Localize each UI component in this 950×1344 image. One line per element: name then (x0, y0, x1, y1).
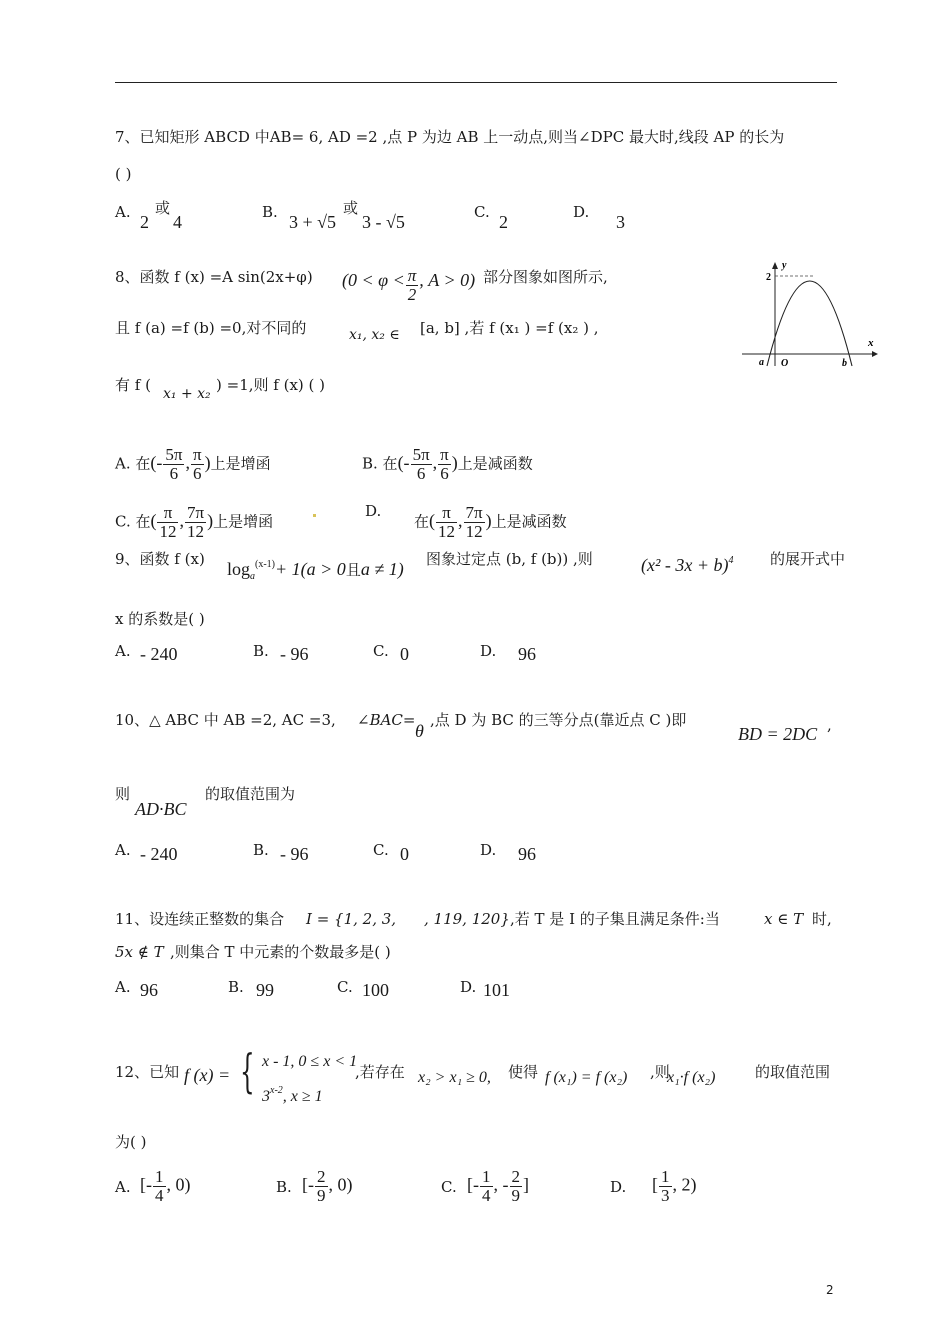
q10-option-c: 0 (400, 844, 409, 864)
q7-option-b-or: 或 (343, 199, 359, 217)
q9-log-expression: $\log_a^{(x-1)}+ 1(a > 0$且a ≠ 1) (227, 559, 404, 582)
q12-option-a-label: A. (115, 1178, 131, 1196)
q10-line2-part2: 的取值范围为 (205, 785, 296, 803)
q12-function-name: f (x) = (184, 1065, 231, 1085)
q12-condition: x₂ > x₁ ≥ 0, (418, 1069, 491, 1086)
q8-function-graph (740, 258, 880, 368)
q11-option-c-label: C. (337, 978, 353, 996)
q7-option-b-value1: 3 + √5 (289, 212, 337, 232)
q12-option-c-label: C. (441, 1178, 457, 1196)
q9-option-b: - 96 (280, 644, 309, 664)
q12-case1: x - 1, 0 ≤ x < 1 (262, 1053, 358, 1070)
q9-option-d: 96 (518, 644, 536, 664)
q11-set-end: , 119, 120} (424, 910, 510, 928)
q10-line2-part1: 则 (115, 785, 131, 803)
q12-option-c: [- $\frac{1}{4}$ , - $\frac{2}{9}$ ] (467, 1167, 529, 1205)
q9-stem-part3: 的展开式中 (770, 550, 846, 568)
q7-option-a-value1: 2 (140, 212, 149, 232)
q7-option-c-value: 2 (499, 212, 508, 232)
q10-option-c-label: C. (373, 841, 389, 859)
q12-piecewise-brace: { (240, 1044, 255, 1098)
q11-set-start: I = {1, 2, 3, (306, 910, 397, 928)
q10-stem-part2: ,点 D 为 BC 的三等分点(靠近点 C )即 (430, 711, 687, 729)
q12-product: x₁·f (x₂) (667, 1069, 716, 1086)
sine-curve (767, 281, 852, 366)
x-axis-arrow (872, 351, 878, 357)
q8-line3-part1: 有 f ( (115, 376, 151, 394)
q11-option-c: 100 (362, 980, 389, 1000)
q12-option-b: [- $\frac{2}{9}$ , 0) (302, 1167, 353, 1205)
q8-option-d-label: D. (365, 502, 382, 520)
q9-option-c-label: C. (373, 642, 389, 660)
q8-line3-part2: ) =1,则 f (x) ( ) (216, 376, 325, 394)
q10-option-a: - 240 (140, 844, 178, 864)
q11-option-a: 96 (140, 980, 158, 1000)
q8-line3-sum: x₁ + x₂ (163, 386, 211, 402)
q7-option-d-label: D. (573, 203, 590, 221)
q12-line2: 为( ) (115, 1133, 147, 1151)
q12-option-d-label: D. (610, 1178, 627, 1196)
graph-a-label: a (759, 357, 764, 368)
page-number: 2 (826, 1283, 834, 1297)
q7-option-a-label: A. (115, 203, 131, 221)
q10-option-b-label: B. (253, 841, 269, 859)
q10-option-d: 96 (518, 844, 536, 864)
q11-non-membership: 5x ∉ T (115, 943, 164, 961)
q11-line1-part3: 时, (812, 910, 832, 928)
q10-stem-part1: 10、△ ABC 中 AB =2, AC =3, (115, 711, 336, 729)
q8-stem-part1: 8、函数 f (x) =A sin(2x+φ) (115, 268, 313, 286)
q12-option-d: [ $\frac{1}{3}$ , 2) (652, 1167, 697, 1205)
q8-stem-part2: 部分图象如图所示, (483, 268, 608, 286)
q11-line1-part2: ,若 T 是 I 的子集且满足条件:当 (510, 910, 720, 928)
q12-stem-part1: 12、已知 (115, 1063, 180, 1081)
q9-option-a: - 240 (140, 644, 178, 664)
q8-line2-vars: x₁, x₂ ∈ (349, 327, 400, 343)
q9-option-d-label: D. (480, 642, 497, 660)
graph-y-label: y (782, 260, 787, 271)
q8-option-a: A. 在(- $\frac{5\pi}{6}$ , $\frac{\pi}{6}$ )上是增函 (115, 445, 271, 483)
q10-angle: ∠BAC= (357, 711, 416, 729)
q7-option-c-label: C. (474, 203, 490, 221)
q12-option-b-label: B. (276, 1178, 292, 1196)
graph-origin-label: O (781, 358, 789, 368)
q10-dot-product: AD·BC (135, 799, 187, 819)
q9-stem-part1: 9、函数 f (x) (115, 550, 205, 568)
q11-membership: x ∈ T (764, 910, 804, 928)
q7-option-a-or: 或 (155, 199, 171, 217)
q9-binomial: $(x^2 - 3x + b)^4$ (641, 555, 734, 575)
q10-option-a-label: A. (115, 841, 131, 859)
q9-line2: x 的系数是( ) (115, 610, 205, 628)
q8-condition: (0 < φ < $\frac{\pi}{2}$ , A > 0) (342, 266, 476, 304)
q12-case2: 3$^{x-2}$, x ≥ 1 (262, 1085, 323, 1105)
q11-line1-part1: 11、设连续正整数的集合 (115, 910, 285, 928)
q9-option-a-label: A. (115, 642, 131, 660)
q9-stem-part2: 图象过定点 (b, f (b)) ,则 (426, 550, 593, 568)
stray-mark (313, 514, 316, 517)
q10-equation-comma: , (827, 716, 832, 734)
header-rule (115, 82, 837, 83)
q11-option-a-label: A. (115, 978, 131, 996)
q7-paren: ( ) (115, 165, 132, 183)
q9-option-c: 0 (400, 644, 409, 664)
q7-option-a-value2: 4 (173, 212, 182, 232)
q11-option-d-label: D. (460, 978, 477, 996)
q12-equation: f (x₁) = f (x₂) (545, 1069, 628, 1086)
q12-stem-part3: 使得 (508, 1063, 539, 1081)
q11-line2: ,则集合 T 中元素的个数最多是( ) (170, 943, 391, 961)
q7-option-b-label: B. (262, 203, 278, 221)
q9-option-b-label: B. (253, 642, 269, 660)
q7-option-b-value2: 3 - √5 (362, 212, 405, 232)
q8-option-d: 在( $\frac{\pi}{12}$ , $\frac{7\pi}{12}$ )上是减函数 (414, 503, 567, 541)
q12-stem-part2: ,若存在 (355, 1063, 405, 1081)
q10-vector-equation: BD = 2DC (738, 724, 818, 744)
q11-option-b: 99 (256, 980, 274, 1000)
graph-x-label: x (868, 337, 874, 349)
q8-line2-part1: 且 f (a) =f (b) =0,对不同的 (115, 319, 307, 337)
q7-option-d-value: 3 (616, 212, 625, 232)
q10-option-b: - 96 (280, 844, 309, 864)
q7-stem: 7、已知矩形 ABCD 中AB= 6, AD =2 ,点 P 为边 AB 上一动点,则当∠DPC 最大时,线段 AP 的长为 (115, 128, 785, 146)
graph-b-label: b (842, 358, 847, 368)
q8-line2-part2: [a, b] ,若 f (x₁ ) =f (x₂ ) , (420, 319, 599, 337)
q12-stem-part4: ,则 (650, 1063, 670, 1081)
q8-option-b: B. 在(- $\frac{5\pi}{6}$ , $\frac{\pi}{6}$ )上是减函数 (362, 445, 533, 483)
q11-option-b-label: B. (228, 978, 244, 996)
q10-option-d-label: D. (480, 841, 497, 859)
q12-stem-part5: 的取值范围 (755, 1063, 831, 1081)
q11-option-d: 101 (483, 980, 510, 1000)
q8-option-c: C. 在( $\frac{\pi}{12}$ , $\frac{7\pi}{12}$ )上是增函 (115, 503, 274, 541)
q10-theta: θ (415, 721, 424, 741)
q12-option-a: [- $\frac{1}{4}$ , 0) (140, 1167, 191, 1205)
graph-max-label: 2 (766, 272, 771, 283)
y-axis-arrow (772, 262, 778, 269)
